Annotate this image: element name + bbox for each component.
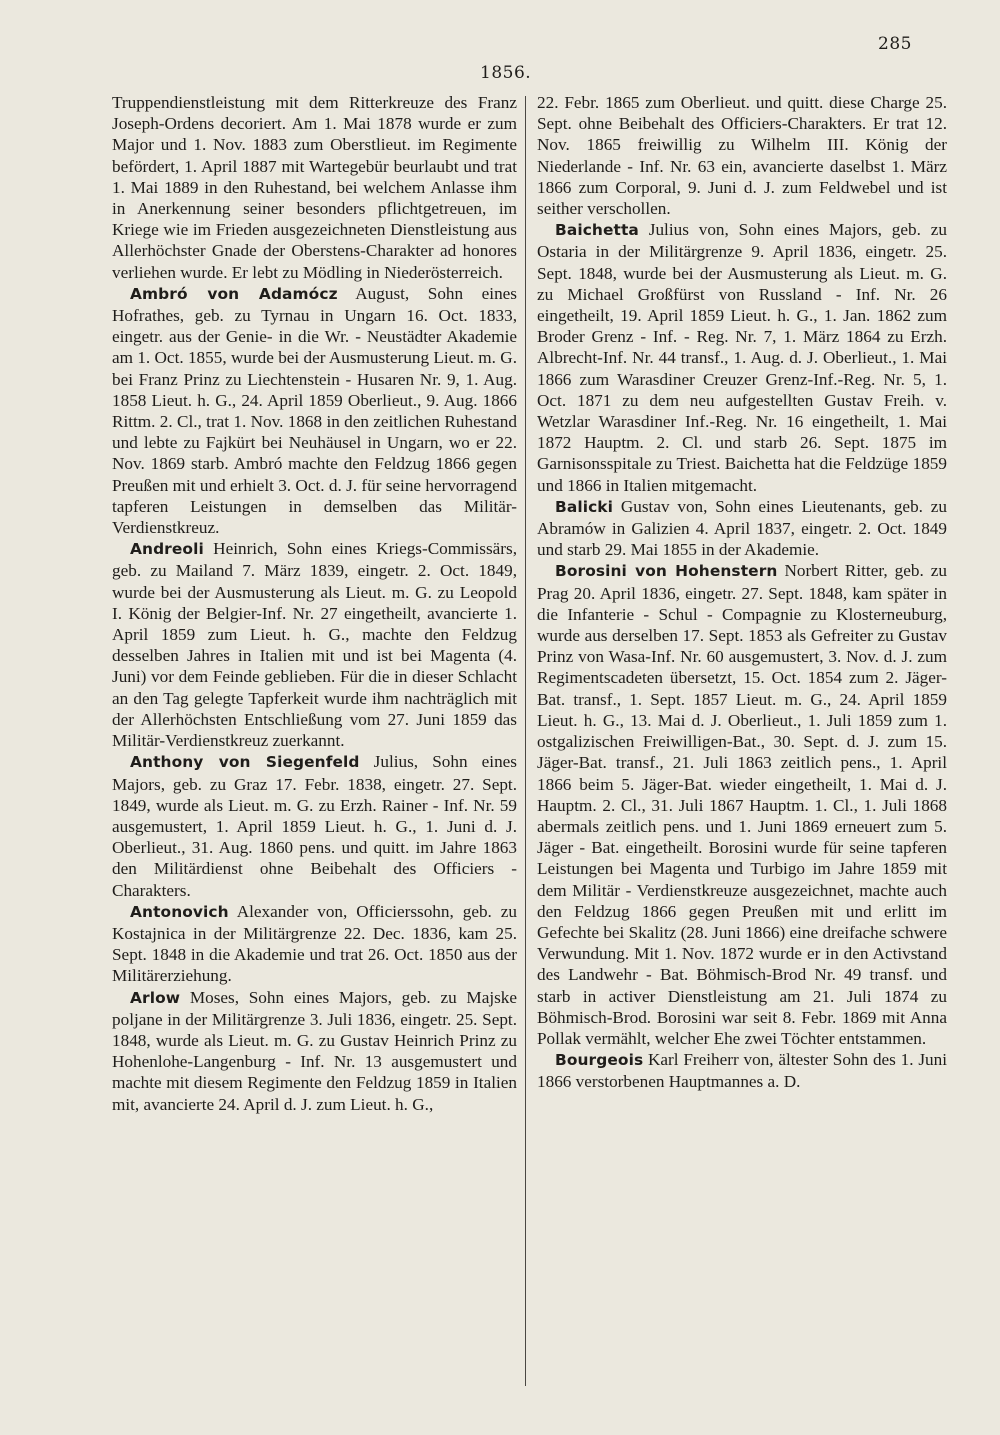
continuation-paragraph: 22. Febr. 1865 zum Oberlieut. und quitt. diese Charge 25. Sept. ohne Beibehalt des Officiers-Charakters. Er trat 12. Nov. 1865 freiwillig zu Wilhelm III. König der Niederlande - Inf. Nr. 63 ein, avancierte daselbst 1. März 1866 zum Corporal, 9. Juni d. J. zum Feldwebel und ist seither verschollen. xyxy=(537,93,947,219)
entry-text: Moses, Sohn eines Majors, geb. zu Majske poljane in der Militärgrenze 3. Juli 1836, eingetr. 25. Sept. 1848, wurde als Lieut. m. G. zu Gustav Heinrich Prinz zu Hohenlohe-Langenburg - Inf. Nr. 13 ausgemustert und machte mit diesem Regimente den Feldzug 1859 in Italien mit, avancierte 24. April d. J. zum Lieut. h. G., xyxy=(112,987,518,1114)
entry-text: Heinrich, Sohn eines Kriegs-Commissärs, geb. zu Mailand 7. März 1839, eingetr. 2. Oct. 1849, wurde bei der Ausmusterung als Lieut. m. G. zu Leopold I. König der Belgier-Inf. Nr. 27 eingetheilt, avancierte 1. April 1859 zum Lieut. h. G., machte den Feldzug desselben Jahres in Italien mit und ist bei Magenta (4. Juni) vor dem Feinde geblieben. Für die in dieser Schlacht an den Tag gelegte Tapferkeit wurde ihm nachträglich mit der Allerhöchsten Entschließung vom 27. Juni 1859 das Militär-Verdienstkreuz zuerkannt. xyxy=(112,539,517,751)
entry-name: Balicki xyxy=(555,497,614,516)
entry-antonovich xyxy=(112,901,517,987)
entry-text: August, Sohn eines Hofrathes, geb. zu Tyrnau in Ungarn 16. Oct. 1833, eingetr. aus der Genie- in die Wr. - Neustädter Akademie am 1. Oct. 1855, wurde bei der Ausmusterung Lieut. m. G. bei Franz Prinz zu Liechtenstein - Husaren Nr. 9, 1. Aug. 1858 Lieut. h. G., 24. April 1859 Oberlieut., 9. Aug. 1866 Rittm. 2. Cl., trat 1. Nov. 1868 in den zeitlichen Ruhestand und lebte zu Fajkürt bei Neuhäusel in Ungarn, wo er 22. Nov. 1869 starb. Ambró machte den Feldzug 1866 gegen Preußen mit und erhielt 3. Oct. d. J. für seine hervorragend tapferen Leistungen in demselben das Militär-Verdienstkreuz. xyxy=(112,283,517,538)
entry-name: Ambró von Adamócz xyxy=(130,284,338,303)
continuation-paragraph: Truppendienstleistung mit dem Ritterkreuze des Franz Joseph-Ordens decoriert. Am 1. Mai 1878 wurde er zum Major und 1. Nov. 1883 zum Oberstlieut. im Regimente befördert, 1. April 1887 mit Wartegebür beurlaubt und trat 1. Mai 1889 in den Ruhestand, bei welchem Anlasse ihm in Anerkennung seiner besonders pflichtgetreuen, im Kriege wie im Frieden ausgezeichneten Dienstleistung aus Allerhöchster Gnade der Oberstens-Charakter ad honores verliehen wurde. Er lebt zu Mödling in Niederösterreich. xyxy=(112,93,517,282)
entry-text: Julius von, Sohn eines Majors, geb. zu Ostaria in der Militärgrenze 9. April 1836, eingetr. 25. Sept. 1848, wurde bei der Ausmusterung als Lieut. m. G. zu Michael Großfürst von Russland - Inf. Nr. 26 eingetheilt, 19. April 1859 Lieut. h. G., 1. Jan. 1862 zum Broder Grenz - Inf. - Reg. Nr. 7, 1. März 1864 zu Erzh. Albrecht-Inf. Nr. 44 transf., 1. Aug. d. J. Oberlieut., 1. Mai 1866 zum Warasdiner Creuzer Grenz-Inf.-Reg. Nr. 5, 1. Oct. 1871 zu dem neu aufgestellten Gustav Freih. v. Wetzlar Warasdiner Inf.-Reg. Nr. 16 eingetheilt, 1. Mai 1872 Hauptm. 2. Cl. und starb 26. Sept. 1875 im Garnisonsspitale zu Triest. Baichetta hat die Feldzüge 1859 und 1866 in Italien mitgemacht. xyxy=(537,220,947,495)
entry-text: Norbert Ritter, geb. zu Prag 20. April 1836, eingetr. 27. Sept. 1848, kam später in die Infanterie - Schul - Compagnie zu Klosterneuburg, wurde aus derselben 17. Sept. 1853 als Gefreiter zu Gustav Prinz von Wasa-Inf. Nr. 60 ausgemustert, 3. Nov. d. J. zum Regimentscadeten übersetzt, 15. Oct. 1854 zum 2. Jäger-Bat. transf., 1. Sept. 1857 Lieut. m. G., 24. April 1859 Lieut. h. G., 13. Mai d. J. Oberlieut., 1. Juli 1859 zum 1. ostgalizischen Freiwilligen-Bat., 30. Sept. d. J. zum 15. Jäger-Bat. transf., 21. Juli 1863 zeitlich pens., 1. April 1866 beim 5. Jäger-Bat. wieder eingetheilt, 1. Mai d. J. Hauptm. 2. Cl., 31. Juli 1867 Hauptm. 1. Cl., 1. Juli 1868 abermals zeitlich pens. und 1. Juni 1869 erneuert zum 5. Jäger - Bat. eingetheilt. Borosini wurde für seine tapferen Leistungen bei Magenta und Turbigo im Jahre 1859 mit dem Militär - Verdienstkreuze ausgezeichnet, machte auch den Feldzug 1866 gegen Preußen mit und erlitt im Gefechte bei Skalitz (28. Juni 1866) eine dreifache schwere Verwundung. Mit 1. Nov. 1872 wurde er in den Activstand des Landwehr - Bat. Böhmisch-Brod Nr. 49 transf. und starb in activer Dienstleistung am 21. Juli 1874 zu Böhmisch-Brod. Borosini war seit 8. Febr. 1869 mit Anna Pollak vermählt, welcher Ehe zwei Töchter entstammen. xyxy=(537,561,947,1048)
entry-ambro xyxy=(112,283,517,538)
entry-bourgeois xyxy=(537,1049,947,1092)
entry-borosini xyxy=(537,560,947,1049)
entry-andreoli xyxy=(112,538,517,751)
right-column xyxy=(537,92,947,1093)
entry-text: Alexander von, Officierssohn, geb. zu Kostajnica in der Militärgrenze 22. Dec. 1836, kam 25. Sept. 1848 in die Akademie und trat 26. Oct. 1850 aus der Militärerziehung. xyxy=(112,901,517,986)
entry-name: Bourgeois xyxy=(555,1051,644,1070)
running-header-year: 1856. xyxy=(480,63,532,83)
entry-baichetta xyxy=(537,219,947,496)
entry-text: Karl Freiherr von, ältester Sohn des 1. Juni 1866 verstorbenen Hauptmannes a. D. xyxy=(537,1050,947,1092)
entry-arlow xyxy=(112,987,517,1115)
entry-name: Baichetta xyxy=(555,221,639,240)
entry-text: Gustav von, Sohn eines Lieutenants, geb. zu Abramów in Galizien 4. April 1837, eingetr. 2. Oct. 1849 und starb 29. Mai 1855 in der Akademie. xyxy=(537,496,947,560)
page-number: 285 xyxy=(878,34,912,54)
entry-name: Antonovich xyxy=(130,902,229,921)
left-column xyxy=(112,92,517,1115)
entry-name: Arlow xyxy=(130,988,181,1007)
entry-text: Julius, Sohn eines Majors, geb. zu Graz 17. Febr. 1838, eingetr. 27. Sept. 1849, wurde als Lieut. m. G. zu Erzh. Rainer - Inf. Nr. 59 ausgemustert, 1. April 1859 Lieut. h. G., 1. Juni d. J. Oberlieut., 31. Aug. 1860 pens. und quitt. im Jahre 1863 den Militärdienst ohne Beibehalt des Officiers - Charakters. xyxy=(112,752,517,900)
entry-name: Anthony von Siegenfeld xyxy=(130,753,360,772)
entry-name: Andreoli xyxy=(130,540,204,559)
entry-balicki xyxy=(537,496,947,561)
column-divider xyxy=(525,96,526,1386)
entry-anthony xyxy=(112,751,517,900)
entry-name: Borosini von Hohenstern xyxy=(555,562,778,581)
